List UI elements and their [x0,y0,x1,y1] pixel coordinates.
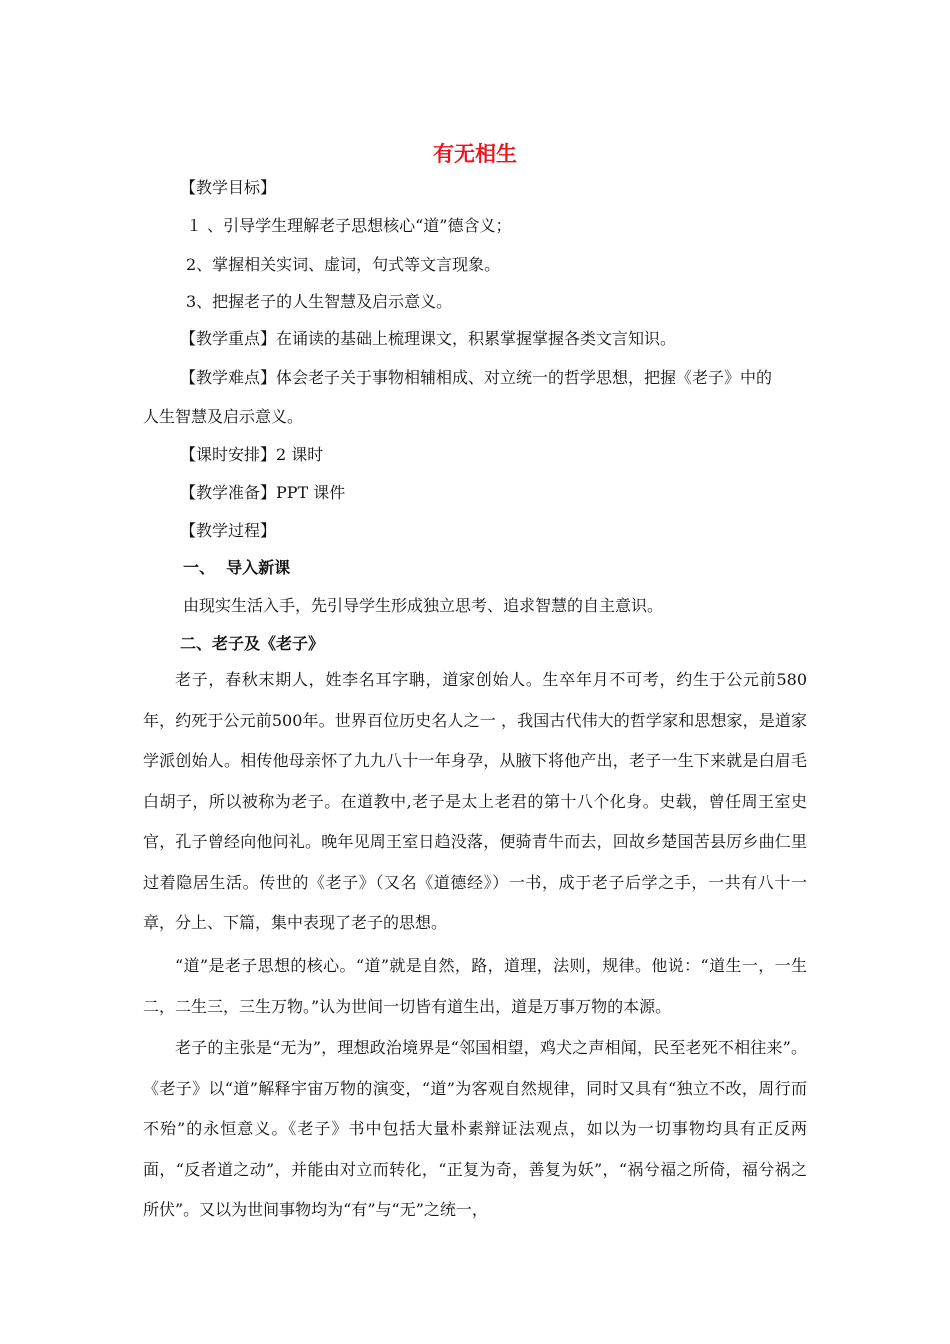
document-title: 有无相生 [433,142,517,166]
difficulty-line-2: 人生智慧及启示意义。 [143,407,304,426]
schedule: 【课时安排】2 课时 [180,445,324,464]
section-1-heading: 一、 导入新课 [183,558,291,577]
preparation: 【教学准备】PPT 课件 [180,483,346,502]
paragraph-laozi-biography: 老子，春秋末期人，姓李名耳字聃，道家创始人。生卒年月不可考，约生于公元前580年，约死于公元前500年。世界百位历史名人之一 ，我国古代伟大的哲学家和思想家，是道家学派创始人。相传他母亲怀了九九八十一年身孕，从腋下将他产出，老子一生下来就是白眉毛白胡子，所以被称为老子。在道教中,老子是太上老君的第十八个化身。史载，曾任周王室史官，孔子曾经向他问礼。晚年见周王室日趋没落，便骑青牛而去，回故乡楚国苦县厉乡曲仁里过着隐居生活。传世的《老子》（又名《道德经》）一书，成于老子后学之手，一共有八十一章，分上、下篇，集中表现了老子的思想。 [143,670,807,932]
objective-item-3: 3、把握老子的人生智慧及启示意义。 [186,292,453,311]
key-points: 【教学重点】在诵读的基础上梳理课文，积累掌握掌握各类文言知识。 [180,329,677,348]
paragraph-wuwei: 老子的主张是“无为”，理想政治境界是“邻国相望，鸡犬之声相闻，民至老死不相往来”。《老子》以“道”解释宇宙万物的演变，“道”为客观自然规律，同时又具有“独立不改，周行而不殆”的永恒意义。《老子》书中包括大量朴素辩证法观点，如以为一切事物均具有正反两面，“反者道之动”，并能由对立而转化，“正复为奇，善复为妖”，“祸兮福之所倚，福兮祸之所伏”。又以为世间事物均为“有”与“无”之统一， [143,1038,807,1219]
objective-item-1: １ 、引导学生理解老子思想核心“道”德含义； [186,216,512,235]
section-2-heading: 二、老子及《老子》 [180,634,325,653]
difficulty-line-1: 【教学难点】体会老子关于事物相辅相成、对立统一的哲学思想，把握《老子》中的 [180,368,773,387]
process-heading: 【教学过程】 [180,521,277,540]
objective-item-2: 2、掌握相关实词、虚词，句式等文言现象。 [186,255,501,274]
objectives-heading: 【教学目标】 [180,178,277,197]
paragraph-dao: “道”是老子思想的核心。“道”就是自然，路，道理，法则，规律。他说：“道生一，一生二，二生三，三生万物。”认为世间一切皆有道生出，道是万事万物的本源。 [143,956,807,1016]
section-1-text: 由现实生活入手，先引导学生形成独立思考、追求智慧的自主意识。 [183,596,664,615]
